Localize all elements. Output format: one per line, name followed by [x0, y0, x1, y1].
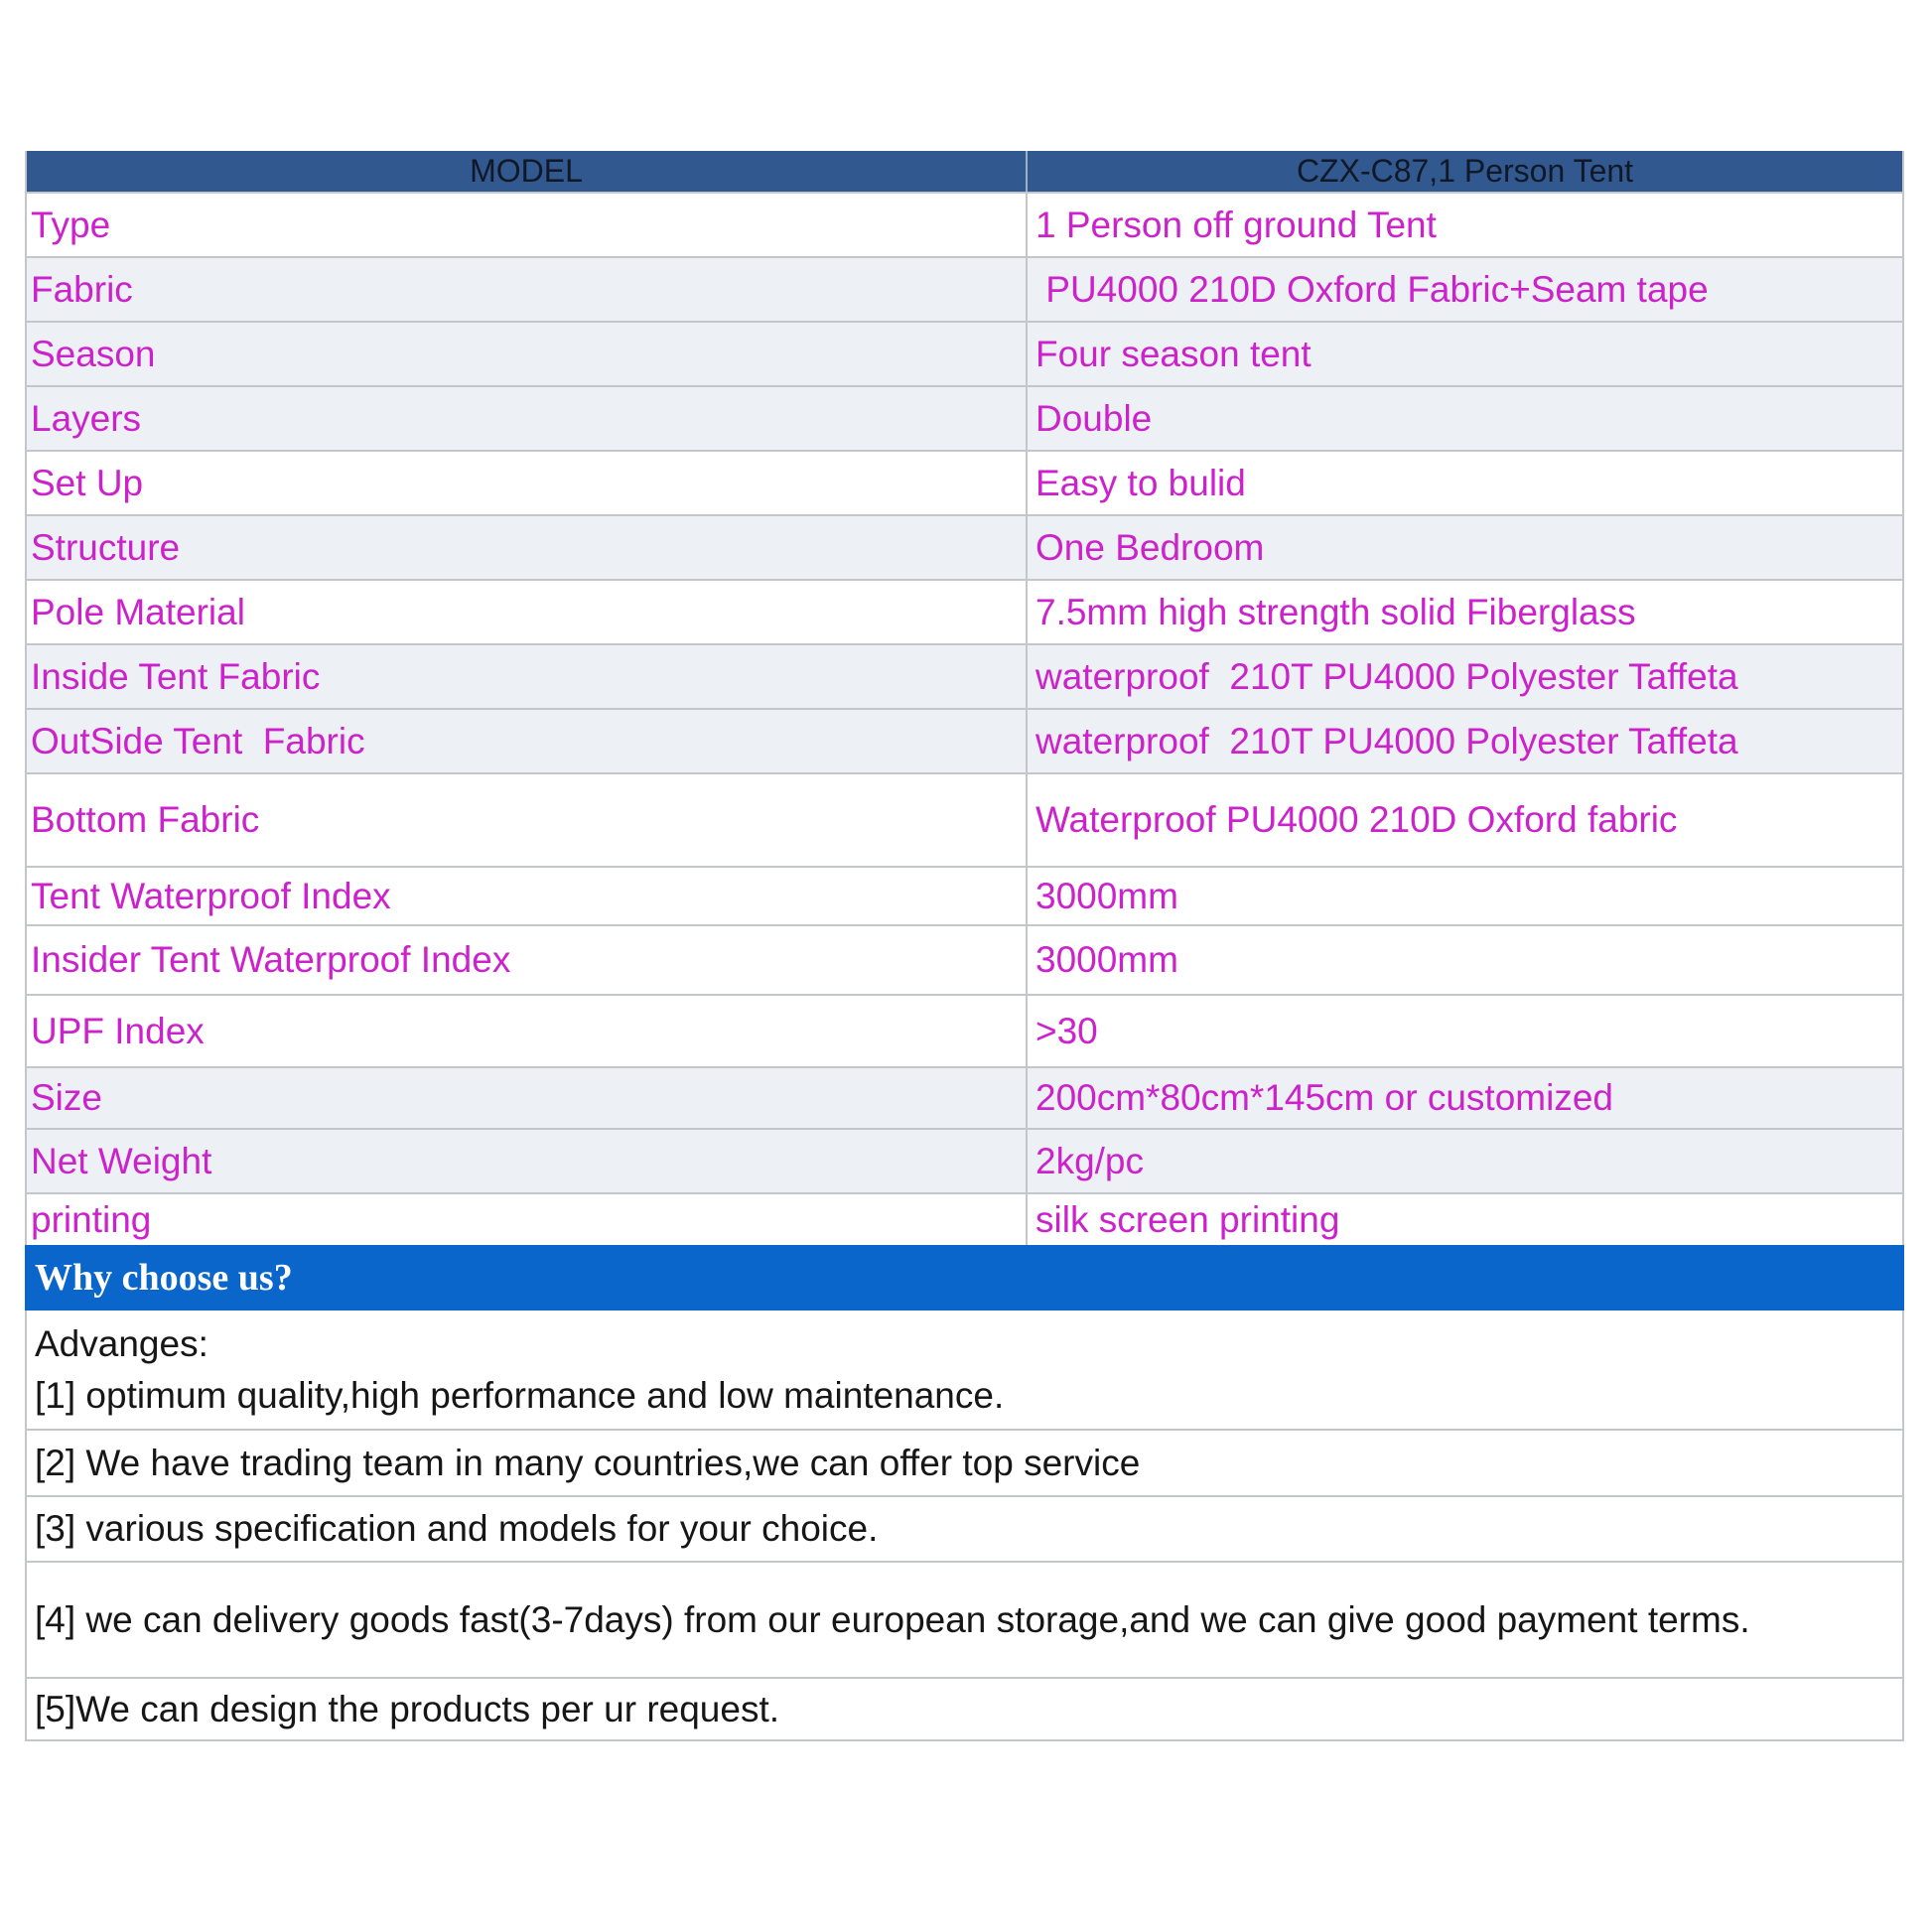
spec-table-row: [27, 452, 1902, 516]
spec-label: Season: [31, 333, 156, 374]
spec-label-cell: [27, 774, 1026, 866]
advantage-text: [3] various specification and models for your choice.: [35, 1508, 879, 1549]
header-product-cell: CZX-C87,1 Person Tent: [1026, 151, 1902, 192]
spec-label: Inside Tent Fabric: [31, 655, 321, 697]
spec-value: 3000mm: [1035, 939, 1178, 980]
spec-label-cell: [27, 710, 1026, 772]
spec-value: >30: [1035, 1010, 1098, 1051]
spec-table-row: [27, 1130, 1902, 1194]
spec-table: [25, 151, 1904, 1247]
advantage-text: [1] optimum quality,high performance and low maintenance.: [35, 1374, 1005, 1416]
spec-label: Pole Material: [31, 591, 245, 632]
spec-label: UPF Index: [31, 1010, 205, 1051]
spec-value: 7.5mm high strength solid Fiberglass: [1035, 591, 1636, 632]
spec-label: Type: [31, 204, 111, 245]
banner-title: Why choose us?: [35, 1257, 293, 1299]
spec-table-row: [27, 710, 1902, 774]
spec-value: 2kg/pc: [1035, 1140, 1145, 1181]
spec-table-row: [27, 387, 1902, 452]
spec-label: Layers: [31, 397, 142, 439]
spec-table-row: [27, 645, 1902, 710]
spec-value: 1 Person off ground Tent: [1035, 204, 1437, 245]
spec-value-cell: [1026, 387, 1902, 450]
header-model-cell: MODEL: [470, 153, 583, 189]
spec-value: waterproof 210T PU4000 Polyester Taffeta: [1035, 720, 1738, 761]
spec-label: Set Up: [31, 462, 144, 503]
spec-label: Fabric: [31, 268, 133, 310]
advantage-text: [4] we can delivery goods fast(3-7days) from our european storage,and we can give good payment terms.: [35, 1598, 1750, 1640]
spec-value-cell: [1026, 194, 1902, 256]
advantage-row: [27, 1311, 1902, 1431]
advantage-row: [27, 1431, 1902, 1497]
spec-value-cell: [1026, 645, 1902, 708]
spec-label: printing: [31, 1198, 152, 1240]
spec-table-row: [27, 1068, 1902, 1130]
spec-label-cell: [27, 516, 1026, 579]
spec-label: Structure: [31, 526, 181, 568]
spec-label-cell: [27, 387, 1026, 450]
spec-label: Size: [31, 1077, 102, 1118]
spec-value-cell: [1026, 258, 1902, 321]
spec-label: Insider Tent Waterproof Index: [31, 939, 511, 980]
spec-value-cell: [1026, 516, 1902, 579]
spec-value: Four season tent: [1035, 333, 1311, 374]
spec-table-row: [27, 868, 1902, 926]
spec-label-cell: [27, 581, 1026, 643]
advantage-text: [5]We can design the products per ur request.: [35, 1688, 780, 1729]
spec-value-cell: [1026, 1130, 1902, 1192]
advantage-row: [27, 1679, 1902, 1741]
spec-label: Tent Waterproof Index: [31, 875, 391, 916]
spec-value: Double: [1035, 397, 1153, 439]
spec-table-row: [27, 192, 1902, 258]
spec-value: Easy to bulid: [1035, 462, 1246, 503]
spec-label-cell: [27, 452, 1026, 514]
spec-label-cell: [27, 1194, 1026, 1245]
spec-table-row: [27, 926, 1902, 996]
advantage-text: [2] We have trading team in many countries,we can offer top service: [35, 1442, 1141, 1483]
advantage-row: [27, 1563, 1902, 1679]
spec-value: 200cm*80cm*145cm or customized: [1035, 1077, 1613, 1118]
spec-value-cell: [1026, 774, 1902, 866]
spec-table-row: [27, 258, 1902, 323]
spec-value-cell: [1026, 996, 1902, 1066]
spec-value-cell: [1026, 581, 1902, 643]
spec-label-cell: [27, 323, 1026, 385]
spec-value-cell: [1026, 710, 1902, 772]
spec-label-cell: [27, 926, 1026, 994]
spec-label: Bottom Fabric: [31, 799, 260, 840]
spec-table-row: [27, 1194, 1902, 1247]
spec-label-cell: [27, 1130, 1026, 1192]
spec-table-row: [27, 323, 1902, 387]
spec-value: One Bedroom: [1035, 526, 1265, 568]
spec-value-cell: [1026, 1194, 1902, 1245]
advantage-text: Advanges:: [35, 1322, 208, 1364]
spec-value-cell: [1026, 926, 1902, 994]
spec-label-cell: [27, 868, 1026, 924]
spec-value: waterproof 210T PU4000 Polyester Taffeta: [1035, 655, 1738, 697]
spec-label-cell: [27, 194, 1026, 256]
advantage-row: [27, 1497, 1902, 1563]
why-choose-us-banner: [25, 1245, 1904, 1311]
spec-label: Net Weight: [31, 1140, 212, 1181]
spec-value-cell: [1026, 323, 1902, 385]
spec-table-row: [27, 516, 1902, 581]
advantages-section: [25, 1311, 1904, 1741]
spec-value-cell: [1026, 1068, 1902, 1128]
spec-rows: [27, 192, 1902, 1247]
spec-value-cell: [1026, 452, 1902, 514]
spec-table-header: [27, 151, 1902, 192]
spec-label-cell: [27, 996, 1026, 1066]
spec-table-row: [27, 996, 1902, 1068]
spec-value: silk screen printing: [1035, 1198, 1340, 1240]
spec-table-row: [27, 774, 1902, 868]
spec-label: OutSide Tent Fabric: [31, 720, 365, 761]
spec-value: 3000mm: [1035, 875, 1178, 916]
spec-value: Waterproof PU4000 210D Oxford fabric: [1035, 799, 1678, 840]
spec-value: PU4000 210D Oxford Fabric+Seam tape: [1035, 268, 1709, 310]
spec-table-row: [27, 581, 1902, 645]
spec-label-cell: [27, 258, 1026, 321]
spec-value-cell: [1026, 868, 1902, 924]
spec-label-cell: [27, 645, 1026, 708]
spec-label-cell: [27, 1068, 1026, 1128]
